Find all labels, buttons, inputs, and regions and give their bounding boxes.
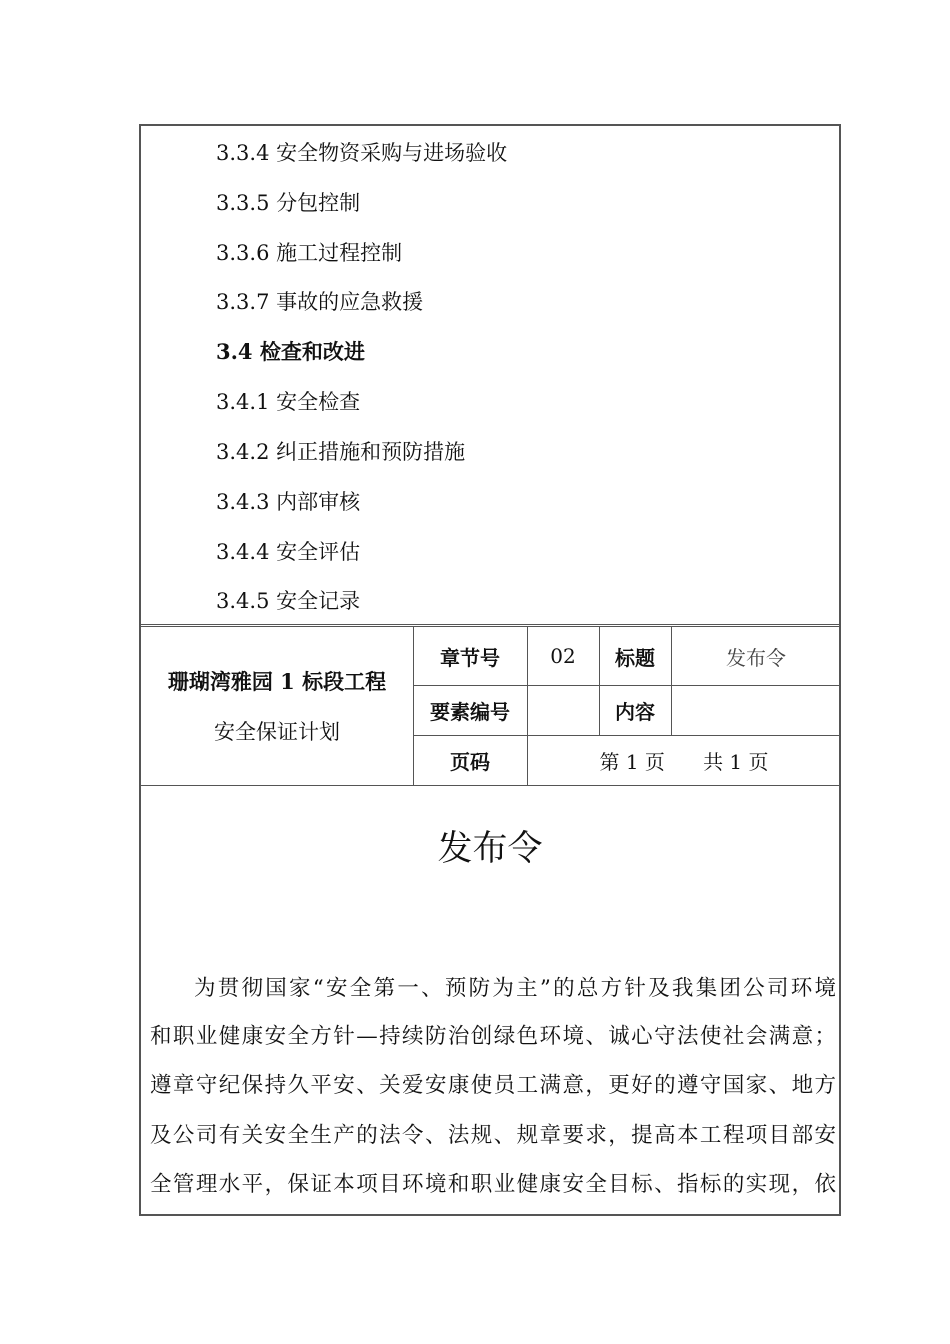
toc-item: 3.3.4 安全物资采购与进场验收 (216, 141, 508, 165)
project-name-cell (141, 627, 413, 786)
toc-item: 3.4.1 安全检查 (216, 390, 361, 414)
toc-item: 3.3.6 施工过程控制 (216, 241, 403, 265)
document-header-table (141, 624, 839, 786)
toc-item: 3.3.5 分包控制 (216, 191, 361, 215)
element-number-value (527, 685, 599, 735)
chapter-label: 章节号 (440, 645, 500, 670)
element-number-label: 要素编号 (430, 699, 510, 724)
document-body (141, 786, 839, 1216)
document-frame (139, 124, 841, 1216)
chapter-value: 02 (550, 644, 576, 668)
page-label: 页码 (450, 750, 490, 774)
toc-item: 3.4.2 纠正措施和预防措施 (216, 440, 466, 464)
content-value (671, 685, 841, 735)
page-value: 第 1 页 共 1 页 (599, 750, 769, 774)
toc-item: 3.4.3 内部审核 (216, 490, 361, 514)
document-title: 发布令 (437, 829, 543, 869)
project-name: 珊瑚湾雅园 1 标段工程 (167, 668, 387, 694)
paragraph-line: 为贯彻国家“安全第一、预防为主”的总方针及我集团公司环境 (194, 976, 836, 1001)
paragraph-line: 遵章守纪保持久平安、关爱安康使员工满意，更好的遵守国家、地方 (150, 1073, 836, 1098)
title-label: 标题 (615, 645, 655, 670)
toc-item: 3.4.5 安全记录 (216, 589, 361, 613)
paragraph-line: 及公司有关安全生产的法令、法规、规章要求，提高本工程项目部安 (150, 1123, 836, 1148)
toc-item: 3.4.4 安全评估 (216, 540, 361, 564)
paragraph-line: 全管理水平，保证本项目环境和职业健康安全目标、指标的实现，依 (150, 1172, 836, 1197)
toc-item: 3.3.7 事故的应急救援 (216, 290, 424, 314)
title-value: 发布令 (726, 645, 786, 670)
paragraph-line: 和职业健康安全方针—持续防治创绿色环境、诚心守法使社会满意； (150, 1024, 836, 1049)
plan-name: 安全保证计划 (214, 719, 340, 744)
table-of-contents (141, 126, 839, 624)
content-label: 内容 (615, 699, 655, 724)
toc-section-heading: 3.4 检查和改进 (216, 339, 365, 364)
